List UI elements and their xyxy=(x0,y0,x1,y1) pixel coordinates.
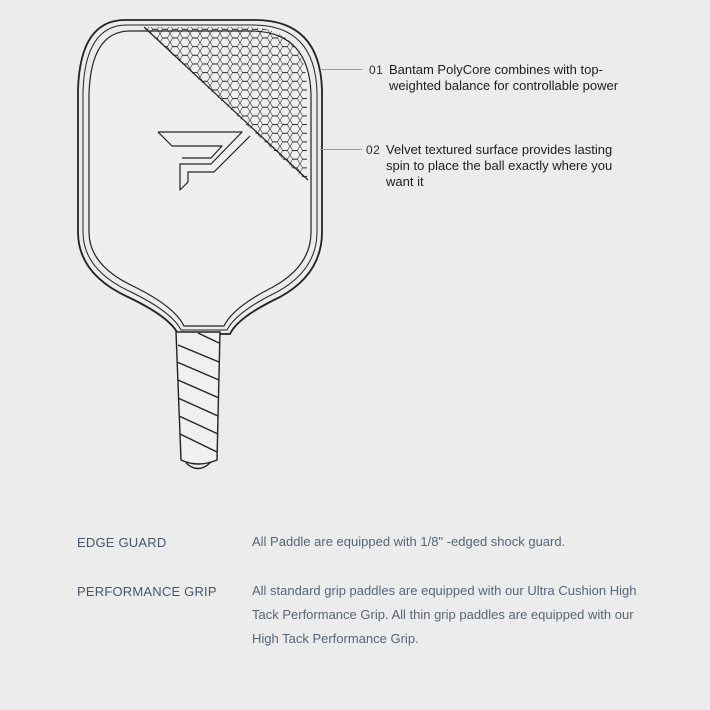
paddle-illustration xyxy=(70,12,330,477)
paddle-handle xyxy=(176,332,220,469)
callout-text: Bantam PolyCore combines with top-weighted balance for controllable power xyxy=(389,62,619,93)
spec-label-performance-grip: PERFORMANCE GRIP xyxy=(77,584,217,599)
callout-number: 02 xyxy=(366,143,381,157)
spec-text-edge-guard: All Paddle are equipped with 1/8" -edged shock guard. xyxy=(252,534,566,549)
callout-leader-1 xyxy=(320,69,362,70)
callout-leader-2 xyxy=(320,149,362,150)
callout-2 xyxy=(366,142,646,192)
callout-1 xyxy=(369,62,649,96)
spec-text-performance-grip: All standard grip paddles are equipped with our Ultra Cushion High Tack Performance Grip. All thin grip paddles are equipped with our High Tack Performance Grip. xyxy=(252,583,637,646)
callout-text: Velvet textured surface provides lasting spin to place the ball exactly where you want it xyxy=(386,142,613,189)
spec-label-edge-guard: EDGE GUARD xyxy=(77,535,167,550)
callout-number: 01 xyxy=(369,63,384,77)
